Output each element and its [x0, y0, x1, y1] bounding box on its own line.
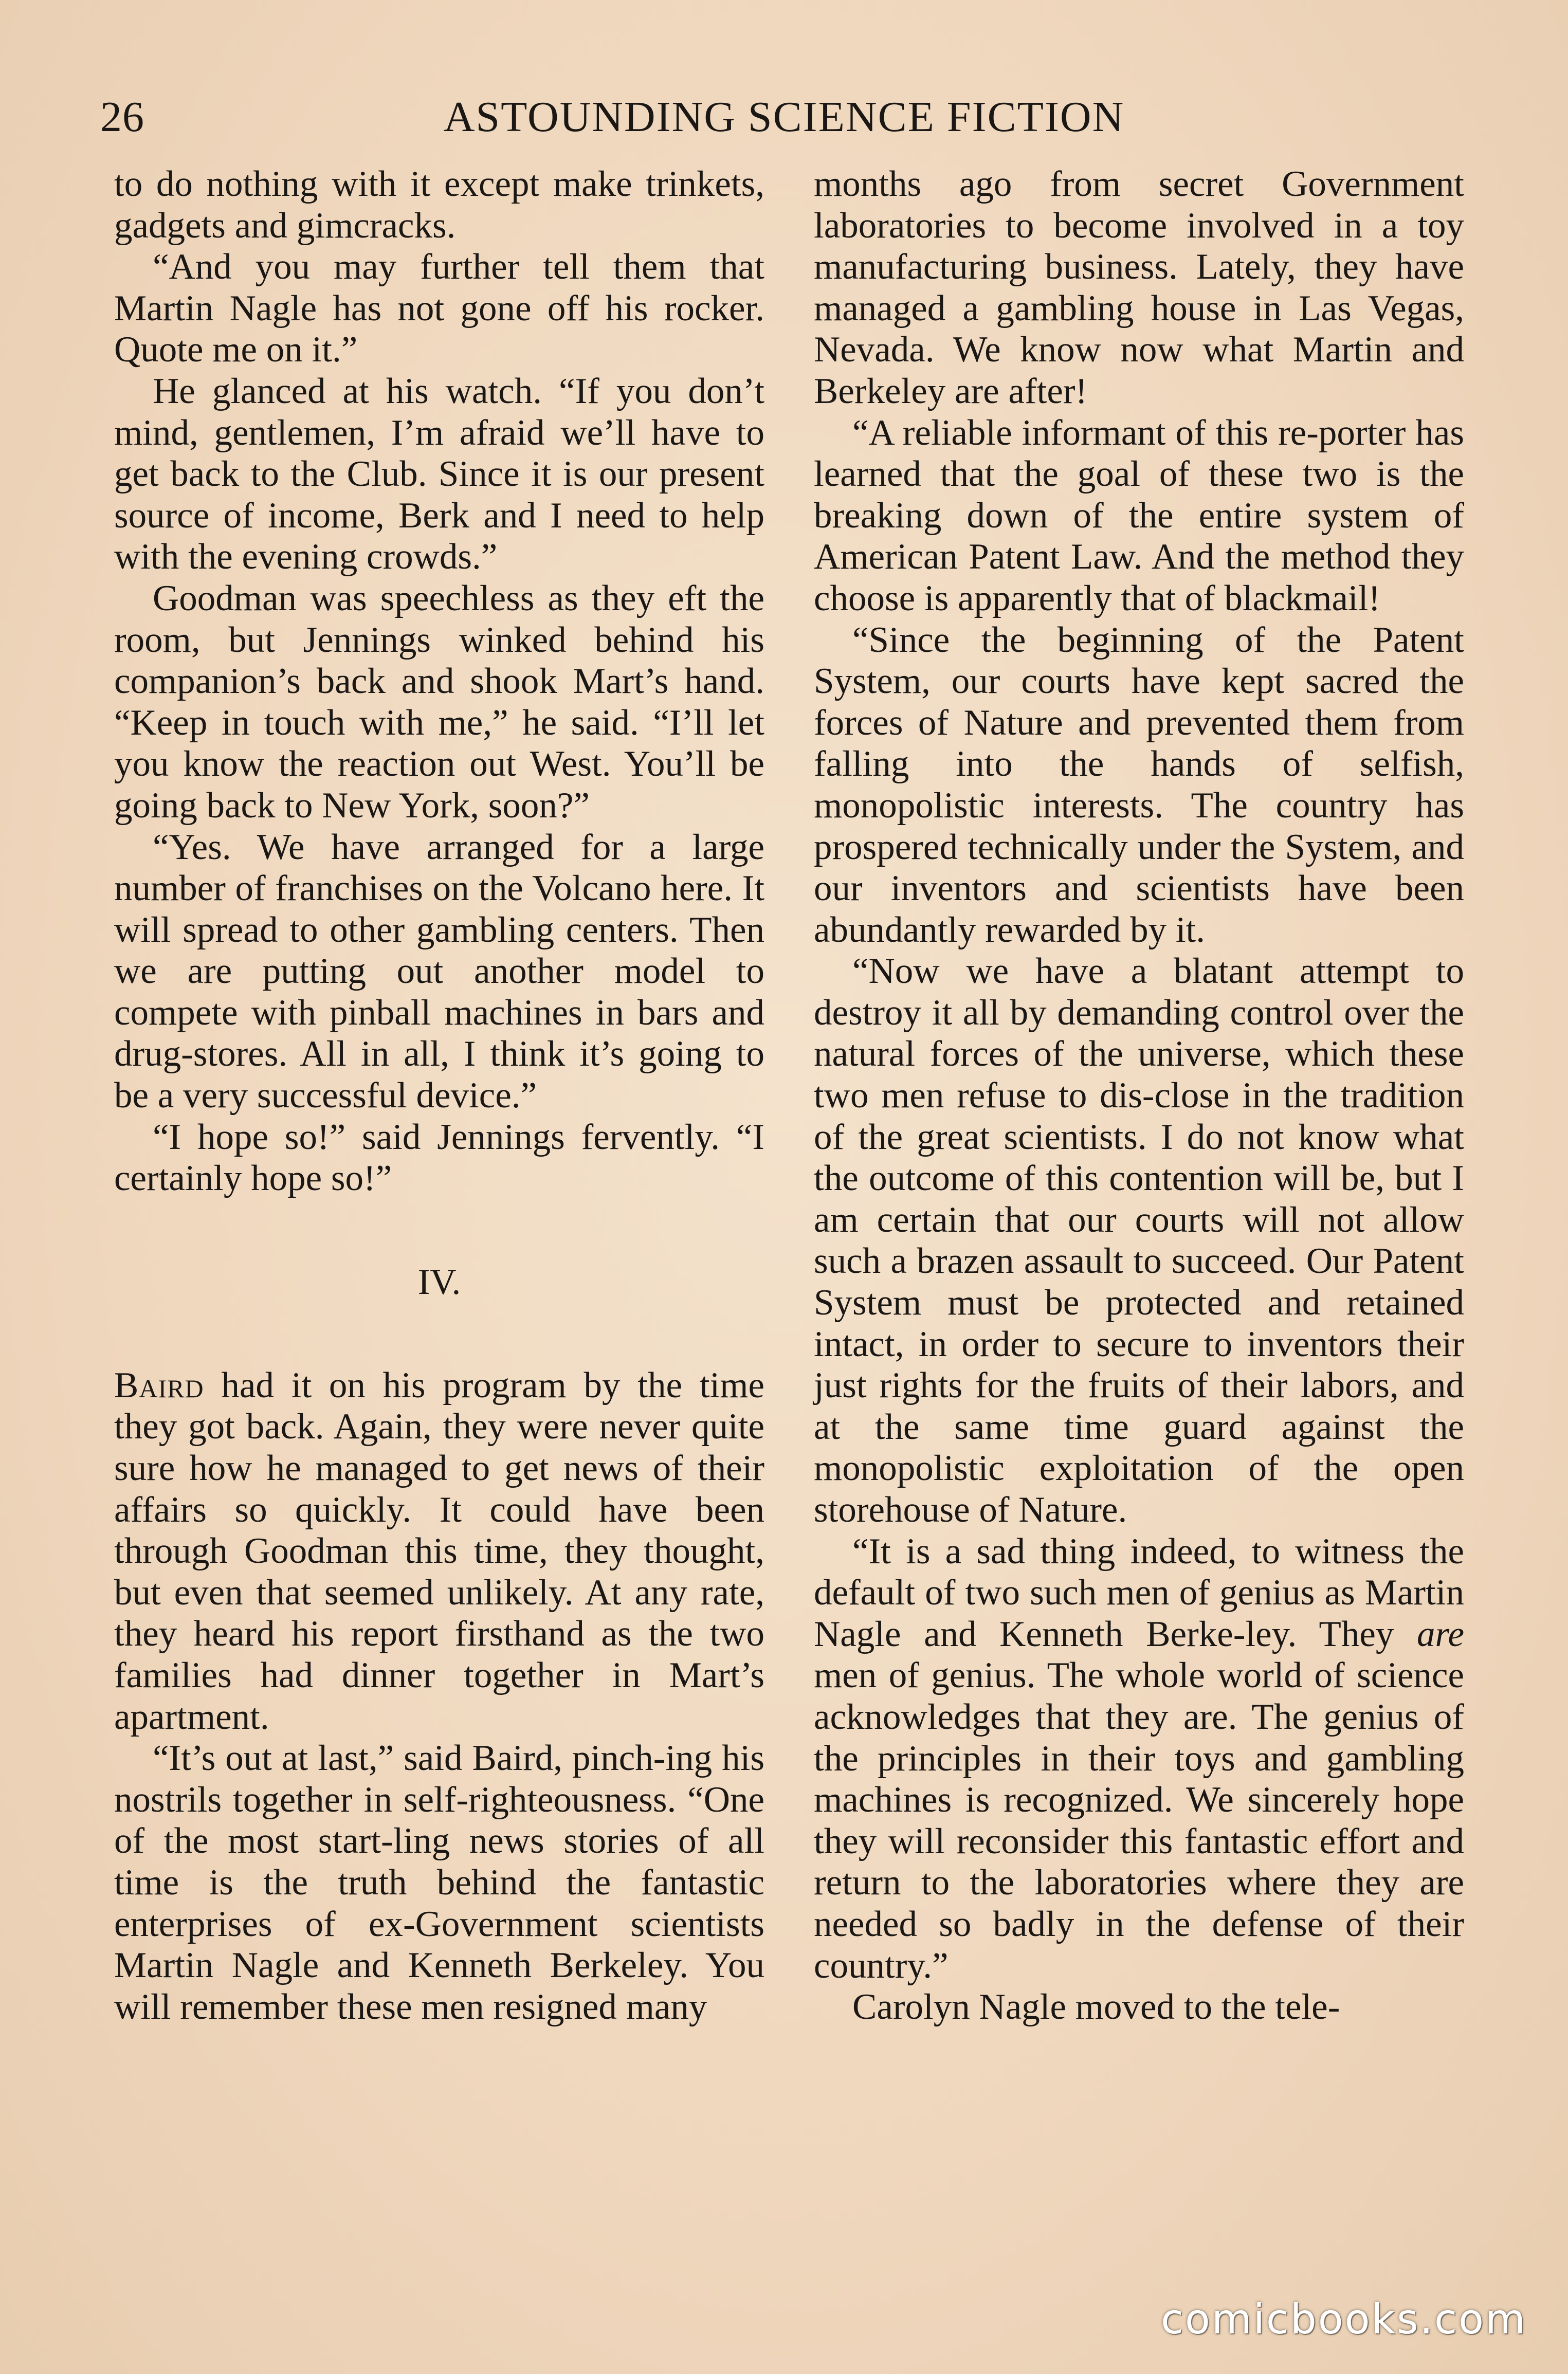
paragraph: “And you may further tell them that Martin Nagle has not gone off his rocker. Quote me on it.” — [114, 247, 764, 370]
paragraph-text: “It is a sad thing indeed, to witness the default of two such men of genius as Martin Nagle and Kenneth Berke-ley. They — [814, 1531, 1464, 1654]
lead-in-word: Baird — [114, 1365, 204, 1405]
paragraph: Carolyn Nagle moved to the tele- — [852, 1987, 1340, 2028]
paragraph: “I hope so!” said Jennings fervently. “I certainly hope so!” — [114, 1117, 764, 1199]
running-title: ASTOUNDING SCIENCE FICTION — [443, 93, 1125, 141]
page-number: 26 — [100, 93, 144, 141]
paragraph: months ago from secret Government laboratories to become involved in a toy manufacturing business. Lately, they have managed a gambling house in Las Vegas, Nevada. We know now what Martin and Berkeley are after! — [814, 164, 1464, 411]
paragraph: “It’s out at last,” said Baird, pinch-ing his nostrils together in self-righteousness. “One of the most start-ling news stories of all time is the truth behind the fantastic enterprises of ex-Government scientists Martin Nagle and Kenneth Berkeley. You will remember these men resigned many — [114, 1738, 764, 2027]
paragraph-text: men of genius. The whole world of science acknowledges that they are. The genius of the principles in their toys and gambling machines is recognized. We sincerely hope they will reconsider this fantastic effort and return to the laboratories where they are needed so badly in the defense of their country.” — [814, 1655, 1464, 1986]
paragraph: “Since the beginning of the Patent System, our courts have kept sacred the forces of Nature and prevented them from falling into the hands of selfish, monopolistic interests. The country has prospered technically under the System, and our inventors and scientists have been abundantly rewarded by it. — [814, 619, 1464, 950]
paragraph: to do nothing with it except make trinkets, gadgets and gimcracks. — [114, 164, 764, 246]
paragraph — [114, 1365, 764, 1738]
section-heading: IV. — [417, 1262, 461, 1302]
paragraph: He glanced at his watch. “If you don’t mind, gentlemen, I’m afraid we’ll have to get back to the Club. Since it is our present source of income, Berk and I need to help with the evening crowds.” — [114, 371, 764, 577]
emphasis: are — [1416, 1614, 1464, 1654]
right-column — [814, 163, 1464, 2028]
left-column — [114, 163, 764, 2028]
paragraph: Goodman was speechless as they eft the room, but Jennings winked behind his companion’s back and shook Mart’s hand. “Keep in touch with me,” he said. “I’ll let you know the reaction out West. You’ll be going back to New York, soon?” — [114, 578, 764, 826]
watermark: comicbooks.com — [1160, 2295, 1527, 2343]
paragraph — [814, 1531, 1464, 1987]
paragraph: “Now we have a blatant attempt to destroy it all by demanding control over the natural forces of the universe, which these two men refuse to dis-close in the tradition of the great scientists. I do not know what the outcome of this contention will be, but I am certain that our courts will not allow such a brazen assault to succeed. Our Patent System must be protected and retained intact, in order to secure to inventors their just rights for the fruits of their labors, and at the same time guard against the monopolistic exploitation of the open storehouse of Nature. — [814, 951, 1464, 1530]
paragraph: “Yes. We have arranged for a large number of franchises on the Volcano here. It will spread to other gambling centers. Then we are putting out another model to compete with pinball machines in bars and drug-stores. All in all, I think it’s going to be a very successful device.” — [114, 827, 764, 1116]
page-header — [100, 86, 1468, 148]
paragraph-text: had it on his program by the time they got back. Again, they were never quite sure how he managed to get news of their affairs so quickly. It could have been through Goodman this time, they thought, but even that seemed unlikely. At any rate, they heard his report firsthand as the two families had dinner together in Mart’s apartment. — [114, 1365, 764, 1737]
paragraph: “A reliable informant of this re-porter has learned that the goal of these two is the breaking down of the entire system of American Patent Law. And the method they choose is apparently that of blackmail! — [814, 412, 1464, 618]
